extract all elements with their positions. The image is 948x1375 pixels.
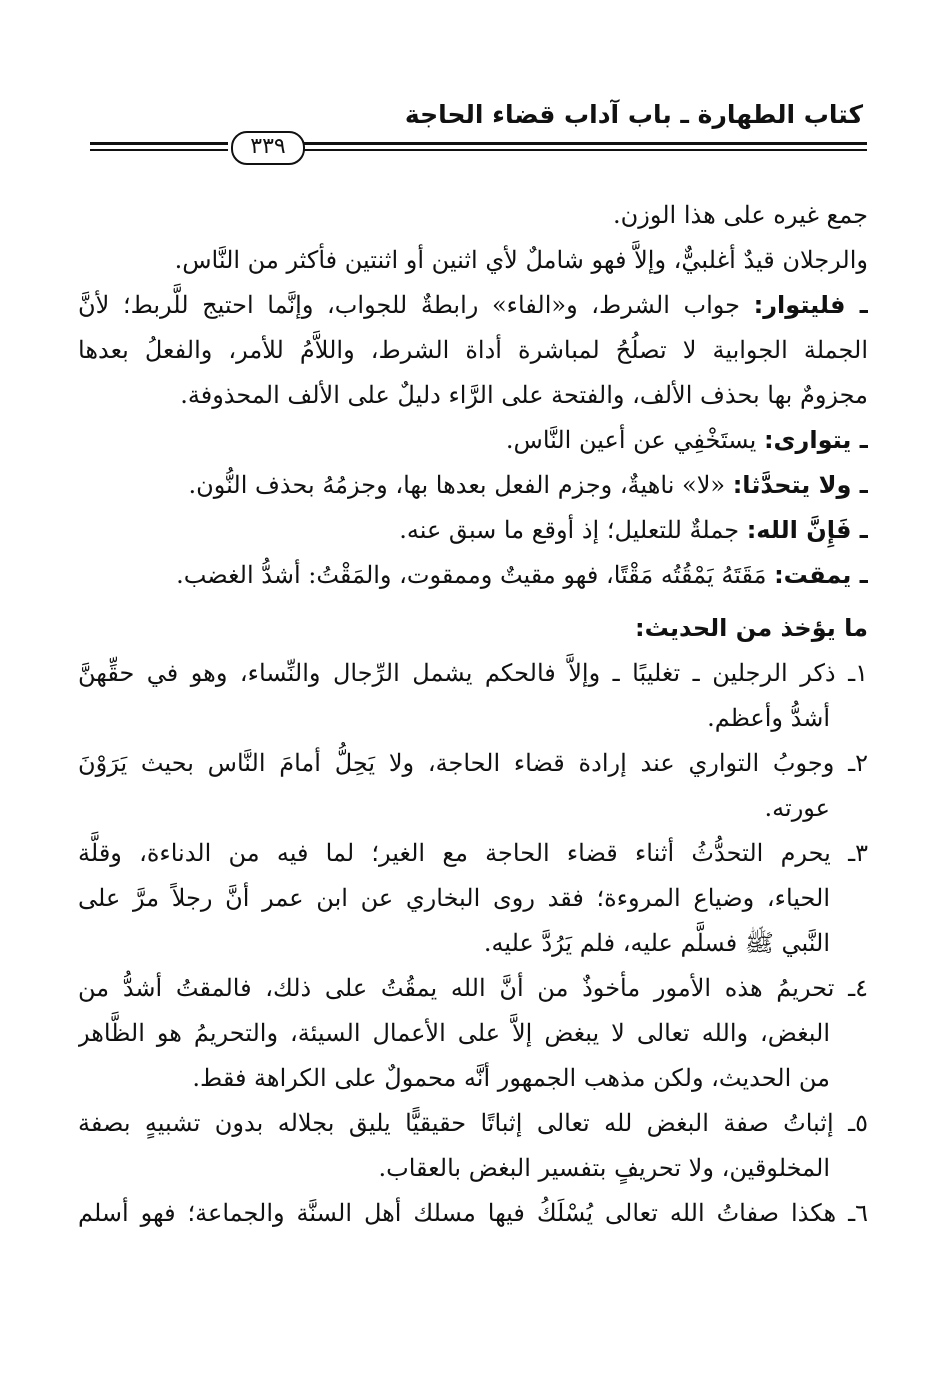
glossary-entry — [78, 463, 868, 508]
glossary-entry — [78, 553, 868, 598]
rule-left-thin — [90, 149, 228, 151]
point-line: النَّبي ﷺ فسلَّم عليه، فلم يَرُدَّ عليه. — [483, 929, 830, 957]
section-title: ما يؤخذ من الحديث: — [634, 614, 868, 642]
point-line: المخلوقين، ولا تحريفٍ بتفسير البغض بالعقاب. — [378, 1154, 830, 1182]
line-text: والرجلان قيدٌ أغلبيٌّ، وإلاَّ فهو شاملٌ لأي اثنين أو اثنتين فأكثر من النَّاس. — [174, 246, 868, 274]
glossary-term: ـ فليتوار: — [753, 291, 868, 319]
rule-right-thick — [304, 142, 867, 145]
header-rule — [90, 133, 867, 163]
glossary-entry — [78, 418, 868, 463]
text-line — [78, 193, 868, 238]
point-line: ٥ـ إثباتُ صفة البغض لله تعالى إثباتًا حقيقيًّا يليق بجلاله بدون تشبيهٍ بصفة — [78, 1109, 868, 1137]
point-line: ٣ـ يحرم التحدُّثُ أثناء قضاء الحاجة مع الغير؛ لما فيه من الدناءة، وقلَّة — [78, 839, 868, 867]
point-line: من الحديث، ولكن مذهب الجمهور أنَّه محمولٌ على الكراهة فقط. — [192, 1064, 830, 1092]
point-line: ٦ـ هكذا صفاتُ الله تعالى يُسْلَكُ فيها مسلك أهل السنَّة والجماعة؛ فهو أسلم — [78, 1199, 868, 1227]
glossary-text: جملةٌ للتعليل؛ إذ أوقع ما سبق عنه. — [399, 516, 747, 544]
point-line: ١ـ ذكر الرجلين ـ تغليبًا ـ وإلاَّ فالحكم يشمل الرِّجال والنِّساء، وهو في حقِّهنَّ — [78, 659, 868, 687]
line-text: جمع غيره على هذا الوزن. — [612, 201, 868, 229]
rule-left-thick — [90, 142, 228, 145]
line-text: الجملة الجوابية لا تصلُحُ لمباشرة أداة الشرط، واللاَّمُ للأمر، والفعلُ بعدها — [78, 336, 868, 364]
glossary-entry — [78, 508, 868, 553]
point-line: أشدُّ وأعظم. — [707, 704, 830, 732]
glossary-entry — [78, 283, 868, 328]
text-line — [78, 373, 868, 418]
glossary-text: يستَخْفِي عن أعين النَّاس. — [505, 426, 764, 454]
point-line: ٤ـ تحريمُ هذه الأمور مأخوذٌ من أنَّ الله يمقُتُ على ذلك، فالمقتُ أشدُّ من — [78, 974, 868, 1002]
glossary-text: «لا» ناهيةٌ، وجزم الفعل بعدها بها، وجزمُهُ بحذف النُّون. — [188, 471, 733, 499]
glossary-term: ـ فَإِنَّ الله: — [746, 516, 868, 544]
point-line: البغض، والله تعالى لا يبغض إلاَّ على الأعمال السيئة، والتحريمُ هو الظَّاهر — [78, 1019, 830, 1047]
page-body — [78, 193, 868, 1236]
point-line: الحياء، وضياع المروءة؛ فقد روى البخاري عن ابن عمر أنَّ رجلاً مرَّ على — [78, 884, 830, 912]
glossary-term: ـ يمقت: — [774, 561, 868, 589]
page-number: ٣٣٩ — [231, 131, 305, 165]
running-title: كتاب الطهارة ـ باب آداب قضاء الحاجة — [404, 100, 863, 129]
glossary-term: ـ يتوارى: — [763, 426, 868, 454]
glossary-text: مَقَتَهُ يَمْقُتُه مَقْتًا، فهو مقيتٌ وممقوت، والمَقْتُ: أشدُّ الغضب. — [176, 561, 775, 589]
point-line: عورته. — [764, 794, 830, 822]
rule-right-thin — [304, 149, 867, 151]
spacer — [78, 598, 868, 606]
glossary-term: ـ ولا يتحدَّثا: — [732, 471, 868, 499]
glossary-text: جواب الشرط، و«الفاء» رابطةٌ للجواب، وإنَّما احتيج للَّربط؛ لأنَّ — [78, 291, 754, 319]
point-line: ٢ـ وجوبُ التواري عند إرادة قضاء الحاجة، ولا يَحِلُّ أمامَ النَّاس بحيث يَرَوْنَ — [78, 749, 868, 777]
text-line — [78, 328, 868, 373]
line-text: مجزومٌ بها بحذف الألف، والفتحة على الرَّاء دليلٌ على الألف المحذوفة. — [180, 381, 868, 409]
text-line — [78, 238, 868, 283]
